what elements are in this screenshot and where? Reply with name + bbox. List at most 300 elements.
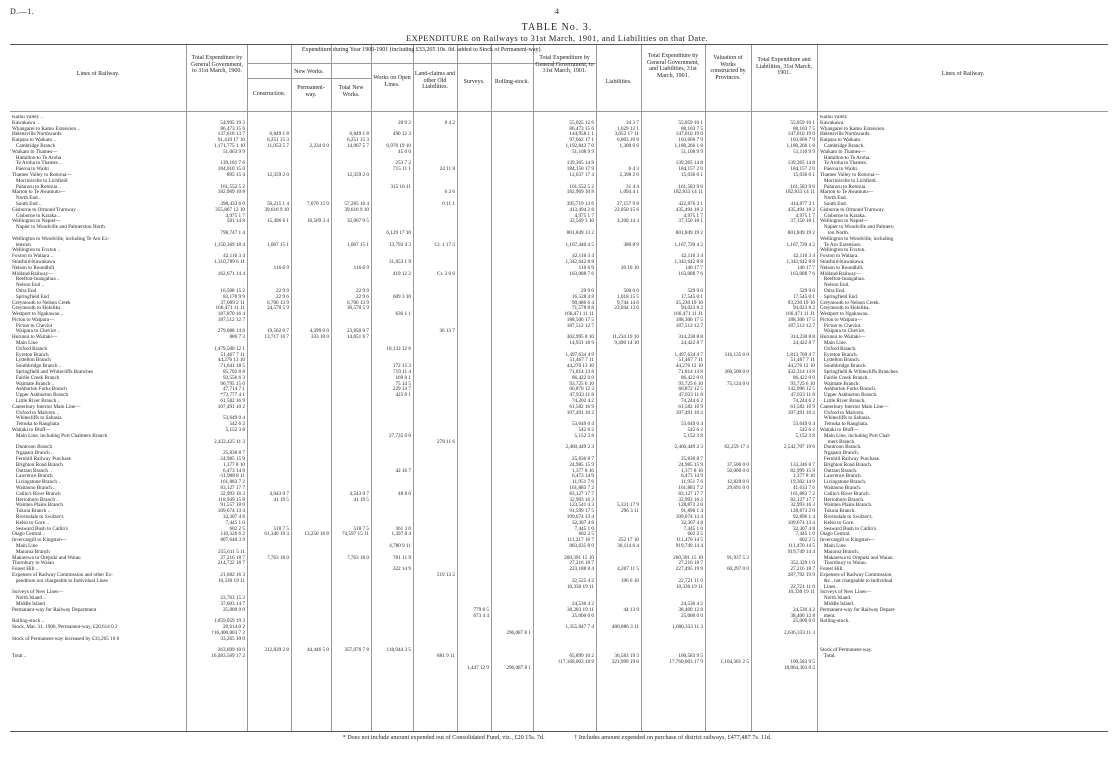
table-cell xyxy=(249,660,289,666)
table-cell: 187,512 12 7 xyxy=(566,322,594,329)
table-cell: Otago Central .. xyxy=(12,531,46,538)
table-cell: 146 17 7 xyxy=(684,264,703,271)
table-cell: 24,570 5 9 xyxy=(266,305,289,312)
table-cell: 1,497,634 4 7 xyxy=(674,351,703,358)
table-cell: 25,000 0 0 xyxy=(792,618,815,625)
table-cell: Thames Valley to Rotorua— xyxy=(12,171,72,178)
table-cell: 395,719 13 6 xyxy=(566,200,594,207)
table-cell: Lawrence Branch xyxy=(12,473,53,480)
table-cell: 118,949 15 8 xyxy=(217,496,245,503)
table-cell: 97,662 17 1 xyxy=(569,137,594,144)
table-cell: 161,552 5 2 xyxy=(220,183,245,190)
column-line-names xyxy=(12,115,184,672)
table-cell: 602 2 5 xyxy=(799,537,815,544)
table-cell: penditure not chargeable to Individual Lines xyxy=(12,577,108,584)
table-cell: 3,052 17 11 xyxy=(614,131,639,138)
table-cell: 312,839 2 8 xyxy=(264,647,289,654)
table-cell: 18,133 12 6 xyxy=(386,345,411,352)
header-total-1901: Total Expenditure by General Government, to 31st March, 1901. xyxy=(535,55,594,74)
table-cell: Te Aroha to Thames. xyxy=(820,160,868,167)
table-cell: 51,467 7 11 xyxy=(220,351,245,358)
table-cell: Kelso to Gore. xyxy=(820,519,855,526)
table-cell: 32,307 4 8 xyxy=(680,519,703,526)
table-cell: Cr. 3 0 0 xyxy=(437,270,455,277)
table-cell: 6,473 14 9 xyxy=(222,467,245,474)
column-total-new-works xyxy=(333,115,369,666)
table-cell: 321,999 19 0 xyxy=(611,658,639,665)
table-cell: 188,506 17 5 xyxy=(566,316,594,323)
table-cell: Catlin's River Branch xyxy=(12,490,61,497)
table-cell: 36,114 6 4 xyxy=(617,542,639,549)
table-cell: 223,188 8 4 xyxy=(569,566,594,573)
table-cell: 74,202 4 2 xyxy=(571,398,594,405)
table-cell: Main Line, including Port Chalmers Branch xyxy=(12,432,108,439)
table-cell: 38,400 12 8 xyxy=(790,612,815,619)
table-cell: 6 4 3 xyxy=(628,166,639,173)
table-cell: 252 17 10 xyxy=(618,537,639,544)
table-cell: -11,908 8 11 xyxy=(219,473,245,480)
table-cell: &c., not chargeable to Individual xyxy=(820,577,893,584)
table-cell: 14,931 18 9 xyxy=(569,340,594,347)
table-cell: Mararoa Branch xyxy=(12,548,50,555)
table-cell: 673 4 4 xyxy=(473,612,489,619)
table-cell: 161,883 7 2 xyxy=(569,485,594,491)
table-cell: Putaruru to Rotorua. xyxy=(820,183,867,190)
table-cell: 4,975 1 7 xyxy=(683,212,703,219)
table-cell: 883,635 8 0 xyxy=(569,542,594,549)
table-cell: 255,611 5 11 xyxy=(218,548,245,555)
document-reference: D.—1. xyxy=(10,7,35,16)
table-cell: 54,995 19 3 xyxy=(220,119,245,126)
table-cell: 93,725 6 10 xyxy=(790,380,815,387)
table-cell xyxy=(333,660,369,666)
table-cell: 107,491 10 2 xyxy=(217,403,245,410)
table-cell: 11,951 7 6 xyxy=(572,479,594,486)
table-cell: Forest Hill. xyxy=(820,566,844,573)
table-cell: Thornbury to Waiau xyxy=(12,560,54,567)
table-cell: Springfield & Whitecliffs Branches. xyxy=(820,369,899,376)
table-cell xyxy=(459,677,489,683)
table-cell: 161,883 7 2 xyxy=(790,490,815,497)
table-cell: Livingstone Branch .. xyxy=(12,479,61,486)
table-cell: 314,230 8 8 xyxy=(678,334,703,341)
table-cell: 187,512 12 7 xyxy=(787,322,815,329)
table-cell: 15,036 0 1 xyxy=(680,171,703,178)
table-cell: 93,556 6 3 xyxy=(222,374,245,381)
table-cell: Waimate Branch. xyxy=(820,380,860,387)
table-cell: tension xyxy=(12,241,31,248)
table-cell: 24,985 15 9 xyxy=(569,461,594,468)
table-cell: 715 11 1 xyxy=(393,166,411,173)
table-cell: 23,044 13 0 xyxy=(614,305,639,312)
table-cell: Middle Island. xyxy=(820,600,855,607)
table-cell: 66,870 12 3 xyxy=(569,386,594,393)
table-cell: 82,259 17 3 xyxy=(724,444,749,451)
table-cell: Hamilton to Te Aroha xyxy=(12,154,62,161)
table-cell: Whangarei to Kamo Extension .. xyxy=(12,125,80,132)
table-cell: 227,495 19 9 xyxy=(675,566,703,573)
table-cell: Total .. xyxy=(12,653,27,660)
table-cell: 2,234 0 0 xyxy=(309,142,329,149)
table-cell: 1,629 12 1 xyxy=(616,125,639,132)
table-cell: South End .. xyxy=(12,200,42,207)
table-cell: 107,491 10 2 xyxy=(787,409,815,416)
table-cell: 801,849 19 2 xyxy=(675,229,703,236)
table-cell: 1,342,642 8 8 xyxy=(674,258,703,265)
header-permanent-way: Permanent-way. xyxy=(297,85,325,98)
header-lines-of-railway-right: Lines of Railway. xyxy=(941,71,985,77)
table-cell: 1,397 8 4 xyxy=(391,531,411,538)
table-cell: 13,250 16 8 xyxy=(304,531,329,538)
table-cell: 7,445 1 0 xyxy=(683,525,703,532)
table-cell: Kaipara to Waikato .. xyxy=(12,137,56,144)
table-cell: 15,036 0 1 xyxy=(792,171,815,178)
table-cell: 91,937 5 2 xyxy=(726,554,749,561)
table-cell: 1,355,847 7 4 xyxy=(565,624,594,631)
table-cell: 32,993 16 3 xyxy=(678,496,703,503)
table-cell: Gisborne to Ormond Tramway .. xyxy=(12,206,80,213)
table-cell: 27,735 0 0 xyxy=(388,432,411,439)
table-cell: 20 9 2 xyxy=(398,119,411,126)
table-cell: 6,251 15 3 xyxy=(266,137,289,144)
table-cell: 0 4 2 xyxy=(444,119,455,126)
table-cell: 27,216 18 7 xyxy=(678,560,703,567)
table-cell: 42 16 7 xyxy=(395,467,411,474)
column-works-open-lines xyxy=(373,115,411,666)
table-cell: Marton to Te Awamutu— xyxy=(820,189,874,196)
table-cell: Waimea Plains Branch xyxy=(12,502,63,509)
table-cell: 109,674 13 4 xyxy=(787,519,815,526)
table-cell: 146 17 7 xyxy=(796,264,815,271)
column-surveys xyxy=(459,115,489,683)
table-cell: 22 9 6 xyxy=(356,293,369,300)
table-cell: 109,674 13 4 xyxy=(566,513,594,520)
table-cell: 42,116 3 4 xyxy=(681,253,703,260)
table-cell: 1,067 15 1 xyxy=(266,241,289,248)
table-cell: Main Line, including Port Chal- xyxy=(820,432,891,439)
table-cell: Hurunui to Waitaki— xyxy=(12,334,58,341)
table-cell: Main Line. xyxy=(820,340,847,347)
table-cell: Whitecliffs to Sabasia xyxy=(12,415,62,422)
table-cell: 169 0 1 xyxy=(395,374,411,381)
table-cell: Wellington to Napier— xyxy=(820,218,869,225)
table-cell: 93,725 6 10 xyxy=(678,380,703,387)
table-cell: Surveys of New Lines— xyxy=(12,589,64,596)
table-cell: 6,003 10 8 xyxy=(616,137,639,144)
table-cell: 11,234 19 10 xyxy=(611,334,639,341)
table-cell: Waipara to Cheviot. xyxy=(820,328,866,335)
table-cell: Riversdale to Switzer's. xyxy=(820,513,873,520)
table-cell: 542 6 2 xyxy=(687,427,703,434)
table-cell: 24,536 4 2 xyxy=(571,600,594,607)
table-cell: Waimate Branch .. xyxy=(12,380,55,387)
table-cell: Springfield End xyxy=(12,293,49,300)
table-cell: Fernhill Railway Purchase xyxy=(12,456,71,463)
table-cell: 1,104,301 2 5 xyxy=(720,658,749,665)
table-cell: Upper Ashburton Branch xyxy=(12,392,69,399)
table-cell: 107,491 10 2 xyxy=(566,409,594,416)
table-cell: Temuka to Rangitata xyxy=(12,421,59,428)
table-cell: Brighton Road Branch xyxy=(12,461,63,468)
table-cell: Foxton to Waitara. xyxy=(820,253,859,260)
table-cell: 17,545 0 1 xyxy=(680,293,703,300)
table-cell: 13,717 16 7 xyxy=(264,334,289,341)
table-cell: Main Line xyxy=(12,340,38,347)
table-cell: Whangarei to Kamo Extension. xyxy=(820,125,886,132)
table-cell: 1,813,769 4 7 xyxy=(786,351,815,358)
table-cell: 27,157 9 8 xyxy=(616,200,639,207)
table-cell: 1,342,642 8 8 xyxy=(565,258,594,265)
table-cell: 36,583 19 3 xyxy=(614,653,639,660)
table-cell: 166,471 11 11 xyxy=(564,311,594,318)
table-cell: Thornbury to Waiau. xyxy=(820,560,867,567)
table-cell: 895 15 4 xyxy=(226,171,245,178)
table-cell: 86,422 0 0 xyxy=(792,374,815,381)
table-cell: 161,583 9 6 xyxy=(678,183,703,190)
table-cell: 12,829 0 0 xyxy=(726,479,749,486)
table-cell: 12,359 2 0 xyxy=(346,171,369,178)
table-cell xyxy=(493,677,531,683)
table-cell: 609 3 10 xyxy=(392,293,411,300)
table-cell: 44 13 9 xyxy=(623,606,639,613)
table-cell: Permanent-way for Railway Department xyxy=(12,606,97,613)
table-cell: Outram Branch. xyxy=(820,467,858,474)
table-cell: 1,167,720 4 2 xyxy=(786,241,815,248)
table-cell: 65,899 10 2 xyxy=(569,653,594,660)
table-cell: Temuka to Rangitata. xyxy=(820,421,869,428)
table-cell: 25,836 8 7 xyxy=(680,456,703,463)
table-cell: 29 9 0 xyxy=(581,287,594,294)
table-cell: 51,467 7 11 xyxy=(790,357,815,364)
table-cell: 500 0 0 xyxy=(623,287,639,294)
table-cell: Expenses of Railway Commission and other Ex- xyxy=(12,571,113,578)
table-cell: 25,836 8 7 xyxy=(571,456,594,463)
table-cell: 701 11 9 xyxy=(393,554,411,561)
table-cell: Waikato to Thames— xyxy=(12,148,58,155)
header-rolling-stock: Rolling-stock. xyxy=(494,79,530,85)
table-cell: 82,127 17 7 xyxy=(790,496,815,503)
table-cell: Heriotburn Branch .. xyxy=(12,496,59,503)
table-cell: Rolling-stock .. xyxy=(12,618,45,625)
table-cell: Kawakawa. xyxy=(820,119,845,126)
table-cell: 18,864,303 0 2 xyxy=(783,664,815,671)
table-cell: 184,010 15 0 xyxy=(217,166,245,173)
table-cell: 1,680,333 11 3 xyxy=(672,624,703,631)
table-cell: 4,975 1 7 xyxy=(795,212,815,219)
table-cell: 333 10 0 xyxy=(310,334,329,341)
table-cell: 37,150 18 1 xyxy=(678,218,703,225)
table-cell: Stock of Permanent-way increased by £33,265 10 0 xyxy=(12,635,120,642)
table-cell: Morrinsville to Lichfield xyxy=(12,177,68,184)
table-cell: 1,479,500 12 1 xyxy=(213,345,245,352)
table-cell: Waitaki to Bluff— xyxy=(820,427,859,434)
table-cell: Rolling-stock. xyxy=(820,618,850,625)
column-valuation xyxy=(707,115,749,677)
header-surveys: Surveys. xyxy=(463,79,485,85)
header-new-works: New Works. xyxy=(294,69,324,75)
table-cell: 12,637 17 4 xyxy=(569,171,594,178)
table-cell: 1,167,440 4 5 xyxy=(565,241,594,248)
table-cell: Greymouth to Hokitika xyxy=(12,305,61,312)
footnote-dagger: † Includes amount expended on purchase of district railways, £477,487 7s. 11d. xyxy=(574,734,772,741)
header-total-1900: Total Expenditure by General Government, to 31st March, 1900. xyxy=(191,55,243,74)
table-cell: Springfield and Whitecliffs Branches xyxy=(12,369,94,376)
table-cell: 37,500 0 0 xyxy=(726,461,749,468)
table-cell: 602 2 5 xyxy=(229,525,245,532)
table-cell: 74,244 6 2 xyxy=(680,398,703,405)
table-cell: Tokoia Branch. xyxy=(820,508,856,515)
table-cell: 279,088 14 8 xyxy=(217,328,245,335)
table-cell: Marton to Te Awamutu— xyxy=(12,189,66,196)
table-cell: Little River Branch. xyxy=(820,398,866,405)
table-cell: 24,536 4 2 xyxy=(792,606,815,613)
table-cell: 1,300 0 0 xyxy=(619,142,639,149)
table-cell: 296,087 8 1 xyxy=(506,629,531,636)
table-cell: 86,473 15 6 xyxy=(569,125,594,132)
table-cell: 316,135 0 0 xyxy=(724,351,749,358)
table-cell: 142,996 12 5 xyxy=(787,386,815,393)
table-cell: 94,023 8 2 xyxy=(680,305,703,312)
table-cell: 31,853 1 9 xyxy=(388,258,411,265)
table-cell: 22 9 6 xyxy=(276,293,289,300)
table-cell: 66,872 12 5 xyxy=(678,386,703,393)
table-cell: 6,970 19 10 xyxy=(386,142,411,149)
table-cell: 12,359 2 0 xyxy=(266,171,289,178)
table-cell: 53,649 0 4 xyxy=(792,421,815,428)
table-cell: 44,276 13 10 xyxy=(217,357,245,364)
table-cell: 61,346 19 3 xyxy=(264,531,289,538)
table-cell: 188,306 17 5 xyxy=(675,316,703,323)
table-cell: 4,975 1 7 xyxy=(225,212,245,219)
table-cell: 10,330 19 11 xyxy=(566,583,594,590)
table-cell: Outram Branch .. xyxy=(12,467,52,474)
table-cell: 44,276 12 10 xyxy=(675,363,703,370)
table-cell: 103,666 7 9 xyxy=(790,137,815,144)
table-cell: 88,103 7 5 xyxy=(680,125,703,132)
table-cell: Nelson to Roundhill xyxy=(12,264,55,271)
table-cell: Waitaono Branch. xyxy=(820,485,862,491)
table-cell: 881 9 11 xyxy=(437,653,455,660)
table-cell: Waitaono Branch .. xyxy=(12,485,56,491)
table-cell: 2,460,449 2 3 xyxy=(565,444,594,451)
table-cell xyxy=(598,672,639,678)
table-cell: 919,749 14 4 xyxy=(675,542,703,549)
table-cell: 75 14 5 xyxy=(395,380,411,387)
table-cell: 361 3 0 xyxy=(395,525,411,532)
table-cell: 296 3 11 xyxy=(621,508,639,515)
table-cell: 1,059,059 19 3 xyxy=(213,618,245,625)
table-cell: Cr. 1 17 3 xyxy=(434,241,455,248)
table-cell: 111,470 14 5 xyxy=(788,542,815,549)
table-cell: 1,377 8 10 xyxy=(571,467,594,474)
table-cell: 229 14 7 xyxy=(392,386,411,393)
table-cell: 17,545 0 1 xyxy=(792,293,815,300)
table-cell: 61,582 16 9 xyxy=(678,403,703,410)
table-cell: 7,445 1 0 xyxy=(574,525,594,532)
table-cell: 10,330 19 11 xyxy=(675,583,703,590)
table-cell: 6,129 17 10 xyxy=(386,229,411,236)
table-cell: 6,706 13 9 xyxy=(346,299,369,306)
table-cell: 32,569 3 10 xyxy=(569,218,594,225)
table-cell: 24,422 8 7 xyxy=(792,340,815,347)
table-cell: 260,391 15 10 xyxy=(673,554,703,561)
table-cell: 53,649 0 4 xyxy=(571,421,594,428)
table-cell xyxy=(753,677,815,683)
table-cell: 413,494 2 8 xyxy=(569,206,594,213)
table-cell: Westport to Ngakawau. xyxy=(820,311,869,318)
table-cell: 501 14 8 xyxy=(226,218,245,225)
table-cell: 24,985 15 9 xyxy=(220,456,245,463)
table-cell: Westport to Ngakawau .. xyxy=(12,311,64,318)
column-grand-total xyxy=(753,115,815,683)
table-cell: 542 6 2 xyxy=(229,421,245,428)
table-cell: 7,763 18 0 xyxy=(346,554,369,561)
table-cell: Ngapara Branch. xyxy=(820,450,860,457)
table-cell: 4,207 11 5 xyxy=(617,566,639,573)
table-cell: Helensville Northwards. xyxy=(820,131,871,138)
table-cell: 123,541 4 3 xyxy=(569,502,594,509)
table-cell: 4,543 0 7 xyxy=(349,490,369,497)
column-liabilities xyxy=(598,115,639,677)
table-cell: Greymouth to Nelson Creek. xyxy=(820,299,880,306)
table-cell: 85,702 8 8 xyxy=(222,369,245,376)
table-cell: Paeroa to Waihi. xyxy=(820,166,859,173)
table-cell: 128,873 2 0 xyxy=(790,508,815,515)
table-cell: Permanent-way for Railway Depart- xyxy=(820,606,896,613)
table-cell: 1,094 4 1 xyxy=(619,189,639,196)
table-cell: 27,216 18 7 xyxy=(790,566,815,573)
table-cell: 5,152 3 8 xyxy=(225,427,245,434)
table-cell: 163,088 7 6 xyxy=(678,270,703,277)
table-cell: 103,666 7 9 xyxy=(678,137,703,144)
table-body xyxy=(10,115,1108,727)
table-cell: 161,883 7 2 xyxy=(220,479,245,486)
table-cell: 30 10 10 xyxy=(620,264,639,271)
table-cell: Napier to Woodville and Palmers- xyxy=(820,224,895,231)
table-cell: 432,314 13 8 xyxy=(787,369,815,376)
table-cell: 83,127 17 7 xyxy=(678,490,703,497)
table-cell: 5,152 3 8 xyxy=(683,432,703,439)
table-cell: 4,399 0 0 xyxy=(309,328,329,335)
table-cell: 163,088 7 6 xyxy=(790,270,815,277)
header-rule xyxy=(10,111,1108,112)
table-cell: 4,200 14 3 xyxy=(616,218,639,225)
table-cell: 184,150 17 9 xyxy=(566,166,594,173)
table-cell: 16,483,569 17 2 xyxy=(211,653,245,660)
table-cell: Picton to Waipara— xyxy=(820,316,863,323)
table-cell: 96,795 15 0 xyxy=(220,380,245,387)
table-cell: 296,087 8 1 xyxy=(506,664,531,671)
table-cell: 33,265 10 0 xyxy=(220,635,245,642)
table-cell: 42,116 3 4 xyxy=(793,253,815,260)
table-cell: Otira End xyxy=(12,287,37,294)
table-cell: 86,422 0 0 xyxy=(680,374,703,381)
table-cell: 109,674 13 4 xyxy=(217,508,245,515)
table-cell: 32,307 4 8 xyxy=(571,519,594,526)
table-cell: Duntroon Branch xyxy=(12,444,53,451)
table-cell: 10,330 19 11 xyxy=(217,577,245,584)
table-cell: ment. xyxy=(820,612,836,619)
table-cell: 163,088 7 6 xyxy=(569,270,594,277)
table-cell xyxy=(12,666,184,672)
table-cell: 22 9 0 xyxy=(276,287,289,294)
table-cell: 6,706 13 9 xyxy=(266,299,289,306)
table-cell: 919,749 14 4 xyxy=(787,548,815,555)
table-cell: 779 8 5 xyxy=(473,606,489,613)
table-cell: Greymouth to Hokitika. xyxy=(820,305,870,312)
table-cell: Catlin's River Branch. xyxy=(820,490,870,497)
table-cell: Napier to Woodville and Palmerston North xyxy=(12,224,105,231)
